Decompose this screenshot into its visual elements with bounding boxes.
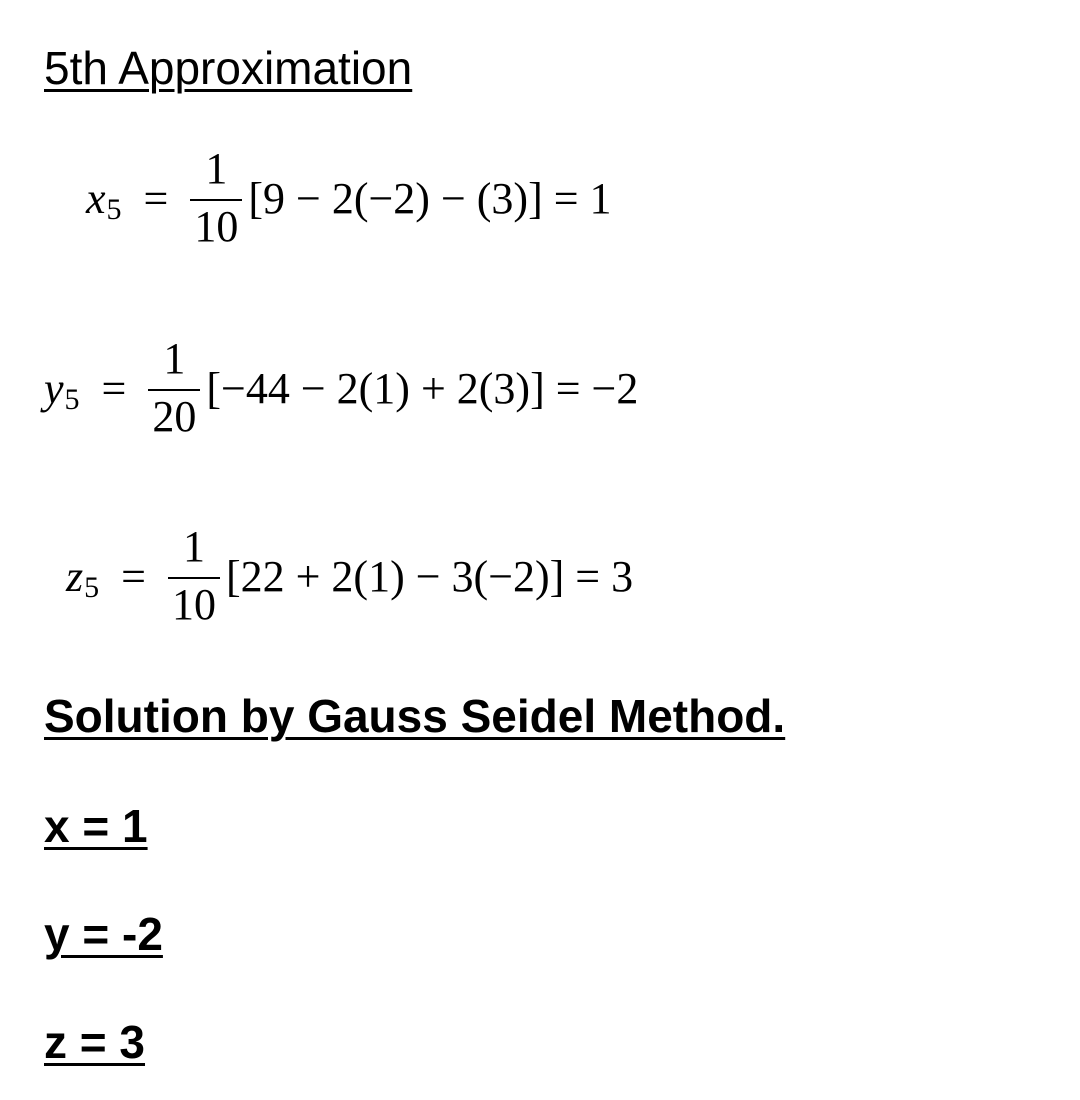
variable-letter: z: [66, 551, 84, 601]
variable-subscript: 5: [64, 382, 80, 416]
fraction-bar: [168, 577, 220, 579]
fraction-denominator: 10: [194, 202, 239, 251]
fraction-numerator: 1: [182, 522, 205, 571]
equation-x5: [86, 138, 612, 258]
fraction: [148, 334, 200, 441]
fraction-denominator: 10: [171, 580, 216, 629]
fraction-denominator: 20: [152, 392, 197, 441]
fraction-numerator: 1: [163, 334, 186, 383]
equation-variable: [66, 551, 99, 602]
variable-subscript: 5: [84, 570, 100, 604]
variable-letter: y: [44, 363, 64, 413]
equals-sign: =: [143, 173, 169, 223]
fraction: [168, 522, 220, 629]
equation-variable: [86, 173, 122, 224]
solution-y: y = -2: [44, 908, 163, 960]
fraction-bar: [190, 199, 242, 201]
variable-letter: x: [86, 173, 106, 223]
fraction-bar: [148, 389, 200, 391]
variable-subscript: 5: [106, 192, 122, 226]
fraction: [190, 144, 242, 251]
equation-expression: [9 − 2(−2) − (3)] = 1: [248, 173, 612, 223]
fraction-numerator: 1: [205, 144, 228, 193]
equation-y5: [44, 328, 638, 448]
equation-expression: [−44 − 2(1) + 2(3)] = −2: [206, 363, 639, 413]
equation-variable: [44, 363, 80, 414]
equals-sign: =: [121, 551, 146, 601]
solution-z: z = 3: [44, 1016, 146, 1068]
solution-title: Solution by Gauss Seidel Method.: [44, 690, 786, 742]
solution-x: x = 1: [44, 800, 148, 852]
equation-expression: [22 + 2(1) − 3(−2)] = 3: [225, 551, 634, 601]
equals-sign: =: [101, 363, 127, 413]
equation-z5: [66, 516, 633, 636]
section-heading: 5th Approximation: [44, 42, 413, 94]
